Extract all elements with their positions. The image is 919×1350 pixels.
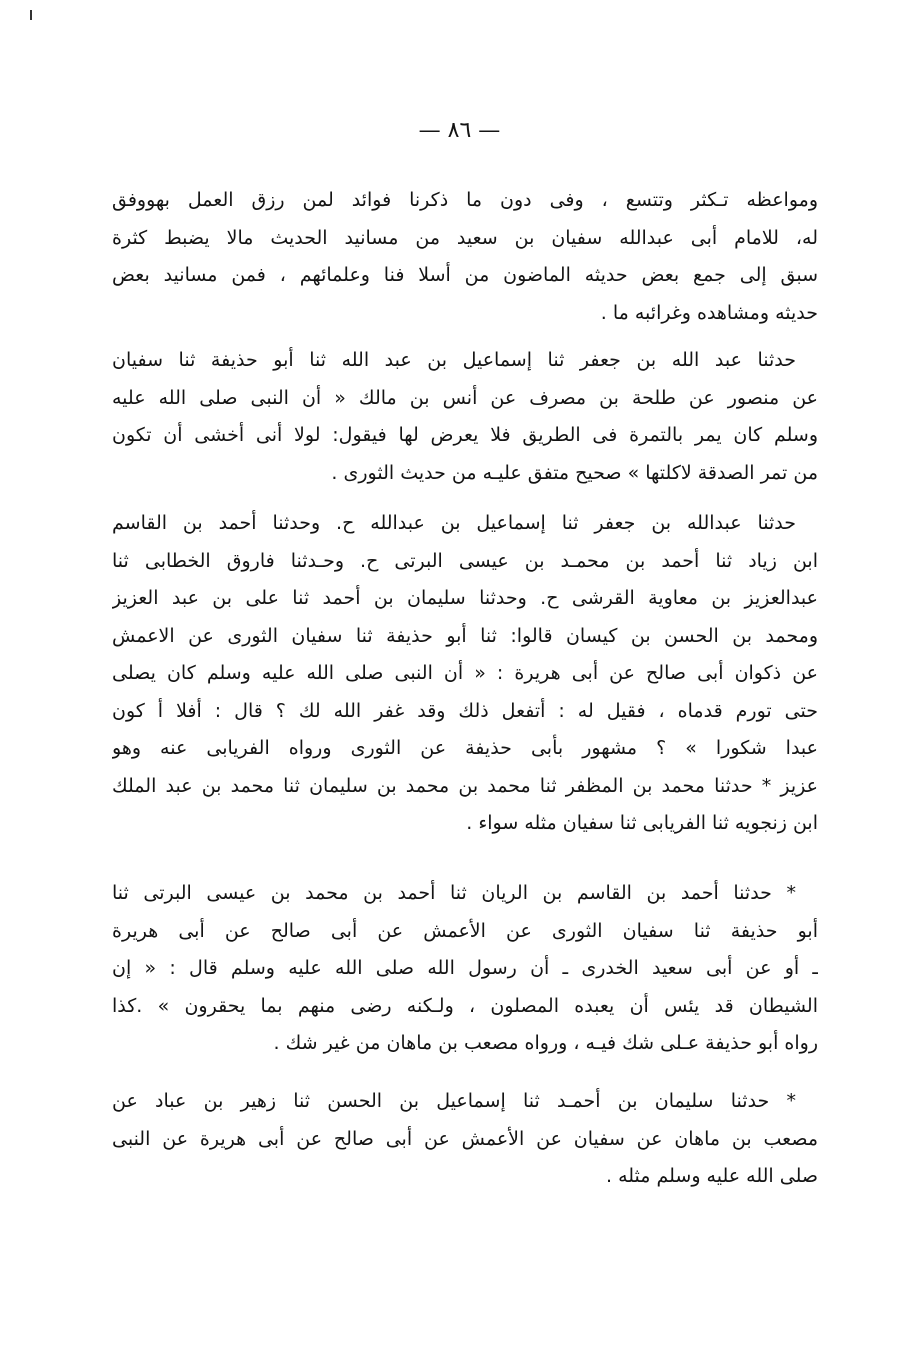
text-line: عزيز * حدثنا محمد بن المظفر ثنا محمد بن محمد بن سليمان ثنا محمد بن عبد الملك: [112, 774, 818, 797]
text-line: عن منصور عن طلحة بن مصرف عن أنس بن مالك « أن النبى صلى الله عليه: [112, 386, 818, 409]
text-line: الشيطان قد يئس أن يعبده المصلون ، ولـكنه رضى منهم بما يحقرون » .كذا: [112, 994, 818, 1017]
paragraph-3: [112, 505, 818, 843]
text-line: وسلم كان يمر بالتمرة فى الطريق فلا يعرض لها فيقول: لولا أنى أخشى أن تكون: [112, 424, 818, 446]
text-line: عبدالعزيز بن معاوية القرشى ح. وحدثنا سليمان بن أحمد ثنا على بن عبد العزيز: [112, 587, 818, 609]
text-line: حتى تورم قدماه ، فقيل له : أتفعل ذلك وقد غفر الله لك ؟ قال : أفلا أ كون: [112, 699, 818, 722]
paragraph-5: [112, 1083, 818, 1196]
text-line: حديثه ومشاهده وغرائبه ما .: [600, 301, 818, 324]
page-number: — ٨٦ —: [418, 118, 501, 143]
text-line: حدثنا عبدالله بن جعفر ثنا إسماعيل بن عبدالله ح. وحدثنا أحمد بن القاسم: [112, 512, 796, 534]
text-line: مصعب بن ماهان عن سفيان عن الأعمش عن أبى صالح عن أبى هريرة عن النبى: [112, 1127, 818, 1150]
paragraph-2: [112, 342, 818, 492]
text-line: أبو حذيفة ثنا سفيان الثورى عن الأعمش عن أبى صالح عن أبى هريرة: [112, 919, 818, 942]
text-line: له، للامام أبى عبدالله سفيان بن سعيد من مسانيد الحديث مالا يضبط كثرة: [112, 226, 818, 249]
text-line: ومحمد بن الحسن بن كيسان قالوا: ثنا أبو حذيفة ثنا سفيان الثورى عن الاعمش: [112, 624, 818, 647]
text-line: رواه أبو حذيفة عـلى شك فيـه ، ورواه مصعب بن ماهان من غير شك .: [273, 1032, 818, 1054]
text-line: ابن زنجويه ثنا الفريابى ثنا سفيان مثله سواء .: [466, 812, 818, 834]
text-line: * حدثنا أحمد بن القاسم بن الريان ثنا أحمد بن محمد بن عيسى البرتى ثنا: [112, 882, 796, 904]
text-line: ومواعظه تـكثر وتتسع ، وفى دون ما ذكرنا فوائد لمن رزق العمل بهووفق: [112, 189, 818, 211]
text-line: عبدا شكورا » ؟ مشهور بأبى حذيفة عن الثورى ورواه الفريابى عنه وهو: [112, 737, 818, 759]
paragraph-4: [112, 875, 818, 1063]
corner-mark: [30, 10, 32, 20]
text-line: من تمر الصدقة لاكلتها » صحيح متفق عليـه من حديث الثورى .: [331, 461, 818, 484]
text-line: صلى الله عليه وسلم مثله .: [605, 1165, 818, 1187]
text-line: ـ أو عن أبى سعيد الخدرى ـ أن رسول الله صلى الله عليه وسلم قال : « إن: [112, 957, 818, 979]
paragraph-1: [112, 182, 818, 332]
text-line: سبق إلى جمع بعض حديثه الماضون من أسلا فنا وعلمائهم ، فمن مسانيد بعض: [112, 264, 818, 286]
text-line: حدثنا عبد الله بن جعفر ثنا إسماعيل بن عبد الله ثنا أبو حذيفة ثنا سفيان: [112, 349, 796, 371]
text-line: ابن زياد ثنا أحمد بن محمـد بن عيسى البرتى ح. وحـدثنا فاروق الخطابى ثنا: [112, 549, 818, 572]
text-line: * حدثنا سليمان بن أحمـد ثنا إسماعيل بن الحسن ثنا زهير بن عباد عن: [112, 1090, 796, 1112]
text-line: عن ذكوان أبى صالح عن أبى هريرة : « أن النبى صلى الله عليه وسلم كان يصلى: [112, 662, 818, 684]
